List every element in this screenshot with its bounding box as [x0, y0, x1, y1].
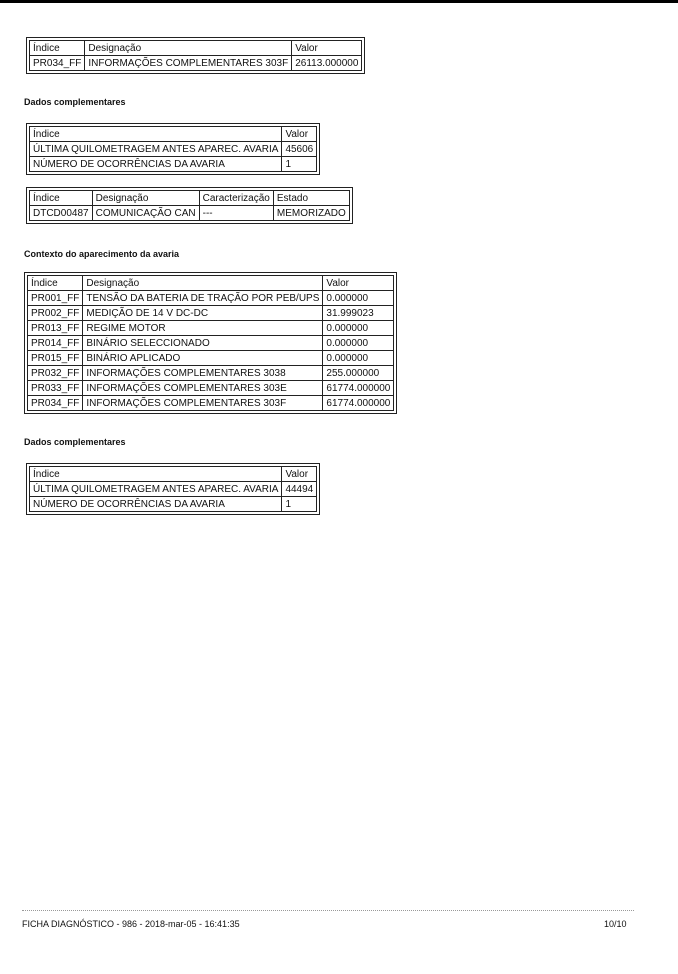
header-cell: Designação — [83, 276, 323, 291]
table-cell: PR034_FF — [30, 56, 85, 71]
footer-document-info: FICHA DIAGNÓSTICO - 986 - 2018-mar-05 - 16:41:35 — [22, 919, 240, 929]
table-cell: BINÁRIO APLICADO — [83, 351, 323, 366]
table-cell: INFORMAÇÕES COMPLEMENTARES 3038 — [83, 366, 323, 381]
table-cell: 26113.000000 — [292, 56, 362, 71]
header-cell: Valor — [282, 467, 317, 482]
table-cell: 0.000000 — [323, 351, 394, 366]
table-cell: 31.999023 — [323, 306, 394, 321]
table-header-row — [30, 191, 350, 206]
page-number: 10/10 — [604, 919, 627, 929]
fault-code-table — [26, 187, 353, 224]
table-cell: MEMORIZADO — [273, 206, 349, 221]
table-cell: PR034_FF — [28, 396, 83, 411]
table-cell: 1 — [282, 157, 317, 172]
header-cell: Caracterização — [199, 191, 273, 206]
header-cell: Estado — [273, 191, 349, 206]
table-cell: 0.000000 — [323, 321, 394, 336]
header-cell: Designação — [85, 41, 292, 56]
table-cell: DTCD00487 — [30, 206, 93, 221]
table-cell: 1 — [282, 497, 317, 512]
table-cell: ÚLTIMA QUILOMETRAGEM ANTES APAREC. AVARIA — [30, 482, 282, 497]
table-cell: 61774.000000 — [323, 396, 394, 411]
top-border — [0, 0, 678, 3]
table-header-row — [30, 467, 317, 482]
table-cell: 255.000000 — [323, 366, 394, 381]
section-title: Dados complementares — [24, 97, 126, 107]
table-cell: 45606 — [282, 142, 317, 157]
table-row — [28, 366, 394, 381]
header-cell: Índice — [30, 41, 85, 56]
table-cell: 44494 — [282, 482, 317, 497]
footer-divider — [22, 910, 634, 911]
table-cell: COMUNICAÇÃO CAN — [92, 206, 199, 221]
table-cell: MEDIÇÃO DE 14 V DC-DC — [83, 306, 323, 321]
complementary-data-table-2 — [26, 463, 320, 515]
table-row — [28, 351, 394, 366]
table-cell: BINÁRIO SELECCIONADO — [83, 336, 323, 351]
table-header-row — [28, 276, 394, 291]
table-cell: REGIME MOTOR — [83, 321, 323, 336]
table-row — [30, 142, 317, 157]
header-cell: Valor — [323, 276, 394, 291]
table-cell: 0.000000 — [323, 291, 394, 306]
header-cell: Índice — [28, 276, 83, 291]
table-row — [30, 206, 350, 221]
table-row — [28, 321, 394, 336]
table-cell: --- — [199, 206, 273, 221]
table-row — [30, 56, 362, 71]
table-row — [28, 336, 394, 351]
header-cell: Índice — [30, 127, 282, 142]
table-cell: PR033_FF — [28, 381, 83, 396]
table-row — [28, 306, 394, 321]
table-cell: PR013_FF — [28, 321, 83, 336]
table-row — [28, 381, 394, 396]
table-cell: PR032_FF — [28, 366, 83, 381]
fault-context-table — [24, 272, 397, 414]
table-cell: INFORMAÇÕES COMPLEMENTARES 303F — [85, 56, 292, 71]
table-cell: NÚMERO DE OCORRÊNCIAS DA AVARIA — [30, 157, 282, 172]
header-cell: Valor — [282, 127, 317, 142]
section-title: Dados complementares — [24, 437, 126, 447]
table-cell: 0.000000 — [323, 336, 394, 351]
header-cell: Valor — [292, 41, 362, 56]
table-cell: INFORMAÇÕES COMPLEMENTARES 303E — [83, 381, 323, 396]
table-cell: NÚMERO DE OCORRÊNCIAS DA AVARIA — [30, 497, 282, 512]
parameter-table-1 — [26, 37, 365, 74]
table-row — [30, 497, 317, 512]
table-cell: PR002_FF — [28, 306, 83, 321]
table-cell: INFORMAÇÕES COMPLEMENTARES 303F — [83, 396, 323, 411]
table-cell: PR015_FF — [28, 351, 83, 366]
complementary-data-table-1 — [26, 123, 320, 175]
table-header-row — [30, 41, 362, 56]
section-title: Contexto do aparecimento da avaria — [24, 249, 180, 259]
table-cell: TENSÃO DA BATERIA DE TRAÇÃO POR PEB/UPS — [83, 291, 323, 306]
header-cell: Índice — [30, 467, 282, 482]
table-row — [30, 482, 317, 497]
table-row — [28, 291, 394, 306]
table-cell: PR014_FF — [28, 336, 83, 351]
table-cell: ÚLTIMA QUILOMETRAGEM ANTES APAREC. AVARIA — [30, 142, 282, 157]
table-header-row — [30, 127, 317, 142]
table-row — [28, 396, 394, 411]
table-cell: 61774.000000 — [323, 381, 394, 396]
table-cell: PR001_FF — [28, 291, 83, 306]
table-row — [30, 157, 317, 172]
header-cell: Índice — [30, 191, 93, 206]
header-cell: Designação — [92, 191, 199, 206]
